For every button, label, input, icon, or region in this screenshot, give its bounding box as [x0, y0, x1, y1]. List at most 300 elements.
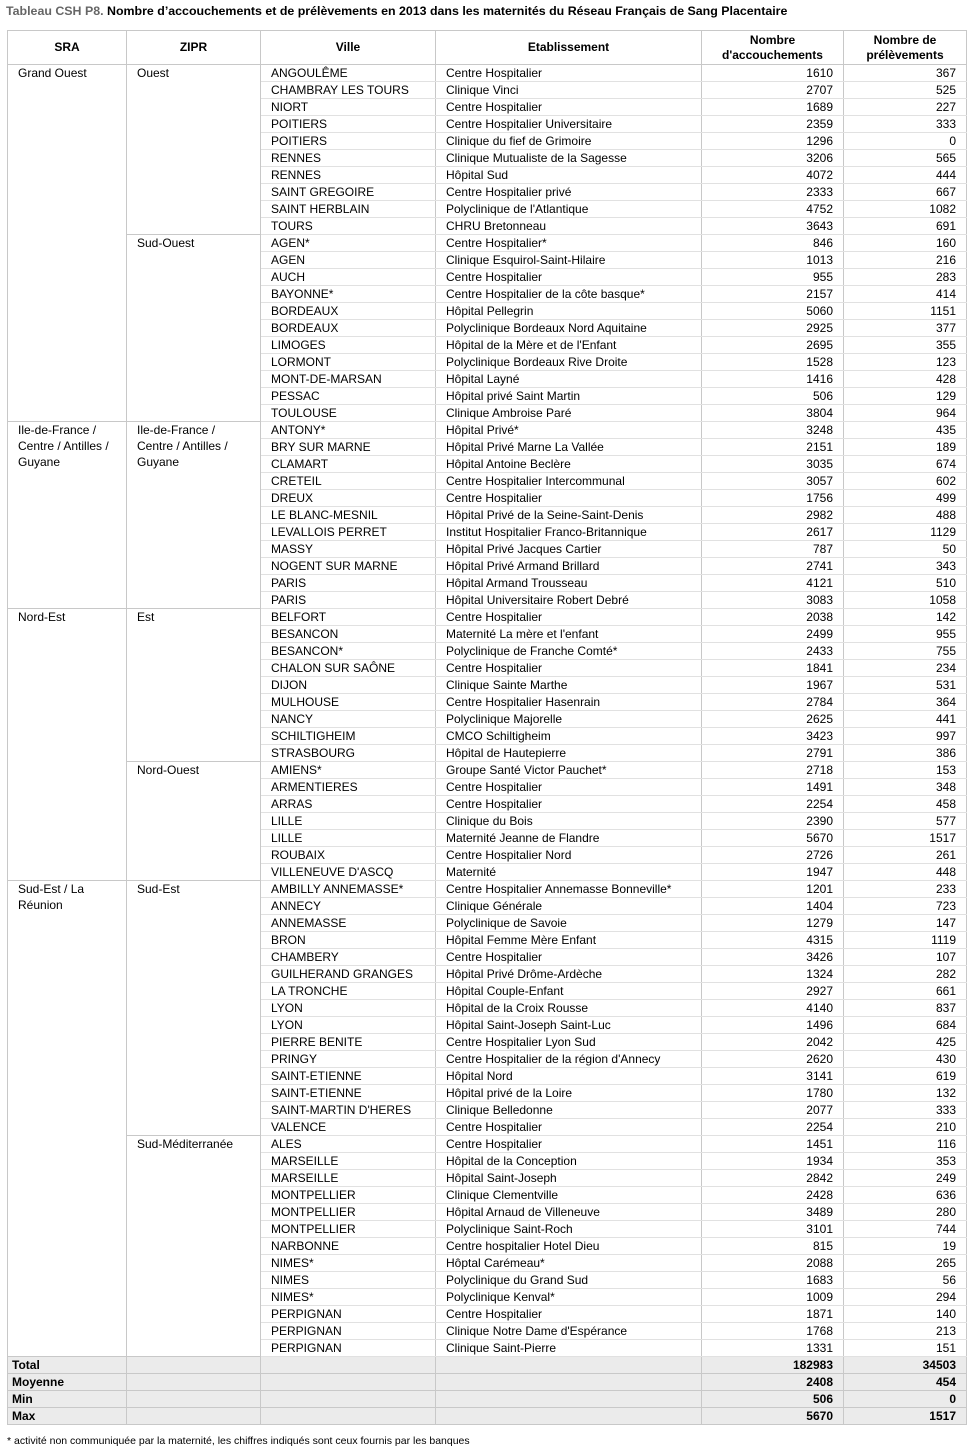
- etablissement-cell: Hôpital Antoine Beclère: [436, 456, 702, 473]
- accouchements-cell: 1967: [702, 677, 844, 694]
- etablissement-cell: Hôpital de la Croix Rousse: [436, 1000, 702, 1017]
- etablissement-cell: Polyclinique Bordeaux Nord Aquitaine: [436, 320, 702, 337]
- prelevements-cell: 444: [844, 167, 967, 184]
- etablissement-cell: Hôpital Privé Jacques Cartier: [436, 541, 702, 558]
- prelevements-cell: 386: [844, 745, 967, 762]
- etablissement-cell: Clinique Vinci: [436, 82, 702, 99]
- prelevements-cell: 955: [844, 626, 967, 643]
- etablissement-cell: Centre Hospitalier Nord: [436, 847, 702, 864]
- accouchements-cell: 3101: [702, 1221, 844, 1238]
- accouchements-cell: 2433: [702, 643, 844, 660]
- prelevements-cell: 333: [844, 1102, 967, 1119]
- etablissement-cell: Centre Hospitalier: [436, 65, 702, 82]
- summary-label: Total: [8, 1357, 127, 1374]
- accouchements-cell: 1296: [702, 133, 844, 150]
- prelevements-cell: 414: [844, 286, 967, 303]
- accouchements-cell: 2707: [702, 82, 844, 99]
- prelevements-cell: 488: [844, 507, 967, 524]
- ville-cell: ANNEMASSE: [261, 915, 436, 932]
- etablissement-cell: Polyclinique de l'Atlantique: [436, 201, 702, 218]
- ville-cell: PIERRE BENITE: [261, 1034, 436, 1051]
- accouchements-cell: 2390: [702, 813, 844, 830]
- ville-cell: LORMONT: [261, 354, 436, 371]
- prelevements-cell: 333: [844, 116, 967, 133]
- ville-cell: RENNES: [261, 167, 436, 184]
- summary-empty: [436, 1408, 702, 1425]
- summary-empty: [436, 1357, 702, 1374]
- accouchements-cell: 2925: [702, 320, 844, 337]
- etablissement-cell: Clinique Générale: [436, 898, 702, 915]
- ville-cell: SCHILTIGHEIM: [261, 728, 436, 745]
- prelevements-cell: 116: [844, 1136, 967, 1153]
- prelevements-cell: 1151: [844, 303, 967, 320]
- accouchements-cell: 1201: [702, 881, 844, 898]
- ville-cell: SAINT-ETIENNE: [261, 1085, 436, 1102]
- etablissement-cell: Hôpital Privé Armand Brillard: [436, 558, 702, 575]
- sra-cell: Grand Ouest: [8, 65, 127, 422]
- etablissement-cell: Clinique Saint-Pierre: [436, 1340, 702, 1357]
- prelevements-cell: 1517: [844, 830, 967, 847]
- ville-cell: MASSY: [261, 541, 436, 558]
- accouchements-cell: 3489: [702, 1204, 844, 1221]
- summary-accouchements: 506: [702, 1391, 844, 1408]
- ville-cell: PERPIGNAN: [261, 1306, 436, 1323]
- prelevements-cell: 755: [844, 643, 967, 660]
- ville-cell: CLAMART: [261, 456, 436, 473]
- etablissement-cell: Maternité La mère et l'enfant: [436, 626, 702, 643]
- ville-cell: MONTPELLIER: [261, 1187, 436, 1204]
- prelevements-cell: 367: [844, 65, 967, 82]
- sra-cell: Ile-de-France / Centre / Antilles / Guyane: [8, 422, 127, 609]
- prelevements-cell: 458: [844, 796, 967, 813]
- etablissement-cell: Clinique Belledonne: [436, 1102, 702, 1119]
- etablissement-cell: Centre Hospitalier Hasenrain: [436, 694, 702, 711]
- etablissement-cell: Centre Hospitalier: [436, 1306, 702, 1323]
- etablissement-cell: Centre Hospitalier: [436, 269, 702, 286]
- col-header-zipr: ZIPR: [127, 31, 261, 65]
- accouchements-cell: 1528: [702, 354, 844, 371]
- etablissement-cell: Centre Hospitalier Intercommunal: [436, 473, 702, 490]
- accouchements-cell: 3206: [702, 150, 844, 167]
- etablissement-cell: Clinique Sainte Marthe: [436, 677, 702, 694]
- ville-cell: BORDEAUX: [261, 303, 436, 320]
- summary-empty: [127, 1374, 261, 1391]
- ville-cell: CHAMBERY: [261, 949, 436, 966]
- ville-cell: PARIS: [261, 575, 436, 592]
- prelevements-cell: 997: [844, 728, 967, 745]
- summary-empty: [436, 1374, 702, 1391]
- accouchements-cell: 2151: [702, 439, 844, 456]
- accouchements-cell: 1279: [702, 915, 844, 932]
- accouchements-cell: 1009: [702, 1289, 844, 1306]
- ville-cell: MARSEILLE: [261, 1170, 436, 1187]
- prelevements-cell: 216: [844, 252, 967, 269]
- accouchements-cell: 3083: [702, 592, 844, 609]
- prelevements-cell: 265: [844, 1255, 967, 1272]
- ville-cell: POITIERS: [261, 133, 436, 150]
- table-row: [8, 881, 967, 898]
- ville-cell: ANGOULÊME: [261, 65, 436, 82]
- etablissement-cell: Hôpital Privé Drôme-Ardèche: [436, 966, 702, 983]
- col-header-sra: SRA: [8, 31, 127, 65]
- accouchements-cell: 2617: [702, 524, 844, 541]
- etablissement-cell: Hôpital Femme Mère Enfant: [436, 932, 702, 949]
- etablissement-cell: Hôpital privé Saint Martin: [436, 388, 702, 405]
- etablissement-cell: Hôpital Nord: [436, 1068, 702, 1085]
- prelevements-cell: 280: [844, 1204, 967, 1221]
- prelevements-cell: 430: [844, 1051, 967, 1068]
- accouchements-cell: 506: [702, 388, 844, 405]
- prelevements-cell: 283: [844, 269, 967, 286]
- prelevements-cell: 142: [844, 609, 967, 626]
- prelevements-cell: 1082: [844, 201, 967, 218]
- ville-cell: BRY SUR MARNE: [261, 439, 436, 456]
- accouchements-cell: 3423: [702, 728, 844, 745]
- prelevements-cell: 723: [844, 898, 967, 915]
- ville-cell: BORDEAUX: [261, 320, 436, 337]
- etablissement-cell: Hôpital Arnaud de Villeneuve: [436, 1204, 702, 1221]
- col-header-ville: Ville: [261, 31, 436, 65]
- etablissement-cell: Clinique Ambroise Paré: [436, 405, 702, 422]
- col-header-prelevements: Nombre de prélèvements: [844, 31, 967, 65]
- ville-cell: NARBONNE: [261, 1238, 436, 1255]
- ville-cell: BELFORT: [261, 609, 436, 626]
- ville-cell: BESANCON: [261, 626, 436, 643]
- prelevements-cell: 837: [844, 1000, 967, 1017]
- prelevements-cell: 1119: [844, 932, 967, 949]
- accouchements-cell: 815: [702, 1238, 844, 1255]
- accouchements-cell: 3643: [702, 218, 844, 235]
- ville-cell: ARRAS: [261, 796, 436, 813]
- accouchements-cell: 4315: [702, 932, 844, 949]
- summary-accouchements: 5670: [702, 1408, 844, 1425]
- prelevements-cell: 234: [844, 660, 967, 677]
- table-row: [8, 1136, 967, 1153]
- etablissement-cell: Maternité Jeanne de Flandre: [436, 830, 702, 847]
- prelevements-cell: 428: [844, 371, 967, 388]
- prelevements-cell: 531: [844, 677, 967, 694]
- accouchements-cell: 2038: [702, 609, 844, 626]
- prelevements-cell: 233: [844, 881, 967, 898]
- zipr-cell: Sud-Est: [127, 881, 261, 1136]
- summary-row: [8, 1408, 967, 1425]
- etablissement-cell: Centre hospitalier Hotel Dieu: [436, 1238, 702, 1255]
- accouchements-cell: 2625: [702, 711, 844, 728]
- ville-cell: TOULOUSE: [261, 405, 436, 422]
- etablissement-cell: Institut Hospitalier Franco-Britannique: [436, 524, 702, 541]
- table-row: [8, 422, 967, 439]
- etablissement-cell: Centre Hospitalier Universitaire: [436, 116, 702, 133]
- zipr-cell: Sud-Méditerranée: [127, 1136, 261, 1357]
- accouchements-cell: 1496: [702, 1017, 844, 1034]
- ville-cell: LILLE: [261, 813, 436, 830]
- etablissement-cell: Polyclinique Saint-Roch: [436, 1221, 702, 1238]
- ville-cell: LE BLANC-MESNIL: [261, 507, 436, 524]
- etablissement-cell: Hôpital Saint-Joseph: [436, 1170, 702, 1187]
- etablissement-cell: Centre Hospitalier: [436, 949, 702, 966]
- etablissement-cell: Hôpital Saint-Joseph Saint-Luc: [436, 1017, 702, 1034]
- prelevements-cell: 261: [844, 847, 967, 864]
- accouchements-cell: 4140: [702, 1000, 844, 1017]
- accouchements-cell: 3035: [702, 456, 844, 473]
- summary-label: Moyenne: [8, 1374, 127, 1391]
- prelevements-cell: 343: [844, 558, 967, 575]
- prelevements-cell: 510: [844, 575, 967, 592]
- prelevements-cell: 129: [844, 388, 967, 405]
- prelevements-cell: 213: [844, 1323, 967, 1340]
- summary-accouchements: 182983: [702, 1357, 844, 1374]
- ville-cell: LYON: [261, 1000, 436, 1017]
- prelevements-cell: 0: [844, 133, 967, 150]
- summary-prelevements: 34503: [844, 1357, 967, 1374]
- ville-cell: SAINT-ETIENNE: [261, 1068, 436, 1085]
- summary-label: Min: [8, 1391, 127, 1408]
- ville-cell: SAINT-MARTIN D'HERES: [261, 1102, 436, 1119]
- etablissement-cell: Clinique du fief de Grimoire: [436, 133, 702, 150]
- prelevements-cell: 691: [844, 218, 967, 235]
- summary-prelevements: 1517: [844, 1408, 967, 1425]
- prelevements-cell: 151: [844, 1340, 967, 1357]
- ville-cell: VILLENEUVE D'ASCQ: [261, 864, 436, 881]
- ville-cell: DREUX: [261, 490, 436, 507]
- prelevements-cell: 636: [844, 1187, 967, 1204]
- etablissement-cell: Centre Hospitalier*: [436, 235, 702, 252]
- summary-row: [8, 1357, 967, 1374]
- zipr-cell: Ile-de-France / Centre / Antilles / Guyane: [127, 422, 261, 609]
- accouchements-cell: 5060: [702, 303, 844, 320]
- accouchements-cell: 1610: [702, 65, 844, 82]
- etablissement-cell: CHRU Bretonneau: [436, 218, 702, 235]
- prelevements-cell: 160: [844, 235, 967, 252]
- accouchements-cell: 1689: [702, 99, 844, 116]
- ville-cell: ROUBAIX: [261, 847, 436, 864]
- summary-empty: [127, 1408, 261, 1425]
- accouchements-cell: 2359: [702, 116, 844, 133]
- summary-row: [8, 1391, 967, 1408]
- ville-cell: LIMOGES: [261, 337, 436, 354]
- prelevements-cell: 355: [844, 337, 967, 354]
- prelevements-cell: 1129: [844, 524, 967, 541]
- summary-prelevements: 454: [844, 1374, 967, 1391]
- prelevements-cell: 140: [844, 1306, 967, 1323]
- ville-cell: BAYONNE*: [261, 286, 436, 303]
- col-header-etablissement: Etablissement: [436, 31, 702, 65]
- etablissement-cell: Centre Hospitalier: [436, 660, 702, 677]
- accouchements-cell: 955: [702, 269, 844, 286]
- accouchements-cell: 787: [702, 541, 844, 558]
- summary-empty: [436, 1391, 702, 1408]
- accouchements-cell: 1683: [702, 1272, 844, 1289]
- accouchements-cell: 3057: [702, 473, 844, 490]
- ville-cell: CRETEIL: [261, 473, 436, 490]
- accouchements-cell: 1841: [702, 660, 844, 677]
- prelevements-cell: 147: [844, 915, 967, 932]
- maternity-table: [7, 30, 967, 1425]
- accouchements-cell: 1768: [702, 1323, 844, 1340]
- ville-cell: PRINGY: [261, 1051, 436, 1068]
- accouchements-cell: 1416: [702, 371, 844, 388]
- etablissement-cell: Centre Hospitalier: [436, 796, 702, 813]
- accouchements-cell: 1947: [702, 864, 844, 881]
- prelevements-cell: 227: [844, 99, 967, 116]
- etablissement-cell: Centre Hospitalier privé: [436, 184, 702, 201]
- prelevements-cell: 353: [844, 1153, 967, 1170]
- etablissement-cell: Hôpital privé de la Loire: [436, 1085, 702, 1102]
- ville-cell: AGEN: [261, 252, 436, 269]
- summary-prelevements: 0: [844, 1391, 967, 1408]
- prelevements-cell: 525: [844, 82, 967, 99]
- accouchements-cell: 2784: [702, 694, 844, 711]
- etablissement-cell: Centre Hospitalier Annemasse Bonneville*: [436, 881, 702, 898]
- prelevements-cell: 377: [844, 320, 967, 337]
- prelevements-cell: 153: [844, 762, 967, 779]
- ville-cell: PERPIGNAN: [261, 1340, 436, 1357]
- zipr-cell: Sud-Ouest: [127, 235, 261, 422]
- accouchements-cell: 4072: [702, 167, 844, 184]
- etablissement-cell: Polyclinique de Savoie: [436, 915, 702, 932]
- zipr-cell: Nord-Ouest: [127, 762, 261, 881]
- table-row: [8, 762, 967, 779]
- ville-cell: AUCH: [261, 269, 436, 286]
- accouchements-cell: 1491: [702, 779, 844, 796]
- table-body: [8, 65, 967, 1425]
- prelevements-cell: 441: [844, 711, 967, 728]
- ville-cell: ANTONY*: [261, 422, 436, 439]
- prelevements-cell: 661: [844, 983, 967, 1000]
- prelevements-cell: 674: [844, 456, 967, 473]
- summary-empty: [261, 1408, 436, 1425]
- etablissement-cell: Clinique du Bois: [436, 813, 702, 830]
- ville-cell: LA TRONCHE: [261, 983, 436, 1000]
- ville-cell: LEVALLOIS PERRET: [261, 524, 436, 541]
- accouchements-cell: 1013: [702, 252, 844, 269]
- prelevements-cell: 189: [844, 439, 967, 456]
- footnote: * activité non communiquée par la maternité, les chiffres indiqués sont ceux fournis par les banques: [7, 1435, 470, 1447]
- etablissement-cell: Hôptal Carémeau*: [436, 1255, 702, 1272]
- prelevements-cell: 210: [844, 1119, 967, 1136]
- ville-cell: CHAMBRAY LES TOURS: [261, 82, 436, 99]
- etablissement-cell: Polyclinique Kenval*: [436, 1289, 702, 1306]
- etablissement-cell: Polyclinique du Grand Sud: [436, 1272, 702, 1289]
- ville-cell: NOGENT SUR MARNE: [261, 558, 436, 575]
- accouchements-cell: 2741: [702, 558, 844, 575]
- accouchements-cell: 1756: [702, 490, 844, 507]
- ville-cell: NIMES: [261, 1272, 436, 1289]
- accouchements-cell: 2428: [702, 1187, 844, 1204]
- etablissement-cell: Centre Hospitalier: [436, 609, 702, 626]
- ville-cell: SAINT GREGOIRE: [261, 184, 436, 201]
- prelevements-cell: 50: [844, 541, 967, 558]
- ville-cell: MULHOUSE: [261, 694, 436, 711]
- ville-cell: ALES: [261, 1136, 436, 1153]
- prelevements-cell: 123: [844, 354, 967, 371]
- accouchements-cell: 1331: [702, 1340, 844, 1357]
- accouchements-cell: 1451: [702, 1136, 844, 1153]
- etablissement-cell: Hôpital Armand Trousseau: [436, 575, 702, 592]
- accouchements-cell: 3141: [702, 1068, 844, 1085]
- prelevements-cell: 348: [844, 779, 967, 796]
- prelevements-cell: 425: [844, 1034, 967, 1051]
- etablissement-cell: CMCO Schiltigheim: [436, 728, 702, 745]
- ville-cell: SAINT HERBLAIN: [261, 201, 436, 218]
- accouchements-cell: 2157: [702, 286, 844, 303]
- prelevements-cell: 964: [844, 405, 967, 422]
- etablissement-cell: Hôpital Couple-Enfant: [436, 983, 702, 1000]
- etablissement-cell: Polyclinique de Franche Comté*: [436, 643, 702, 660]
- prelevements-cell: 448: [844, 864, 967, 881]
- accouchements-cell: 2791: [702, 745, 844, 762]
- etablissement-cell: Groupe Santé Victor Pauchet*: [436, 762, 702, 779]
- ville-cell: MONT-DE-MARSAN: [261, 371, 436, 388]
- etablissement-cell: Clinique Esquirol-Saint-Hilaire: [436, 252, 702, 269]
- ville-cell: MARSEILLE: [261, 1153, 436, 1170]
- table-row: [8, 235, 967, 252]
- ville-cell: DIJON: [261, 677, 436, 694]
- summary-accouchements: 2408: [702, 1374, 844, 1391]
- accouchements-cell: 2042: [702, 1034, 844, 1051]
- table-row: [8, 609, 967, 626]
- caption-text: Nombre d’accouchements et de prélèvements en 2013 dans les maternités du Réseau Français de Sang Placentaire: [107, 4, 788, 18]
- ville-cell: POITIERS: [261, 116, 436, 133]
- accouchements-cell: 4752: [702, 201, 844, 218]
- etablissement-cell: Hôpital Pellegrin: [436, 303, 702, 320]
- etablissement-cell: Centre Hospitalier: [436, 99, 702, 116]
- accouchements-cell: 2842: [702, 1170, 844, 1187]
- etablissement-cell: Hôpital Layné: [436, 371, 702, 388]
- etablissement-cell: Clinique Notre Dame d'Espérance: [436, 1323, 702, 1340]
- accouchements-cell: 2695: [702, 337, 844, 354]
- etablissement-cell: Centre Hospitalier: [436, 1136, 702, 1153]
- prelevements-cell: 19: [844, 1238, 967, 1255]
- ville-cell: ARMENTIERES: [261, 779, 436, 796]
- zipr-cell: Est: [127, 609, 261, 762]
- accouchements-cell: 3248: [702, 422, 844, 439]
- prelevements-cell: 602: [844, 473, 967, 490]
- prelevements-cell: 565: [844, 150, 967, 167]
- ville-cell: NIMES*: [261, 1289, 436, 1306]
- etablissement-cell: Clinique Clementville: [436, 1187, 702, 1204]
- prelevements-cell: 132: [844, 1085, 967, 1102]
- ville-cell: NIORT: [261, 99, 436, 116]
- prelevements-cell: 499: [844, 490, 967, 507]
- accouchements-cell: 4121: [702, 575, 844, 592]
- prelevements-cell: 667: [844, 184, 967, 201]
- summary-empty: [127, 1391, 261, 1408]
- etablissement-cell: Centre Hospitalier: [436, 779, 702, 796]
- accouchements-cell: 1324: [702, 966, 844, 983]
- prelevements-cell: 577: [844, 813, 967, 830]
- prelevements-cell: 282: [844, 966, 967, 983]
- prelevements-cell: 249: [844, 1170, 967, 1187]
- etablissement-cell: Hôpital de Hautepierre: [436, 745, 702, 762]
- summary-row: [8, 1374, 967, 1391]
- ville-cell: TOURS: [261, 218, 436, 235]
- accouchements-cell: 2254: [702, 796, 844, 813]
- etablissement-cell: Polyclinique Majorelle: [436, 711, 702, 728]
- accouchements-cell: 1871: [702, 1306, 844, 1323]
- ville-cell: ANNECY: [261, 898, 436, 915]
- etablissement-cell: Centre Hospitalier de la région d'Annecy: [436, 1051, 702, 1068]
- table-row: [8, 65, 967, 82]
- ville-cell: LYON: [261, 1017, 436, 1034]
- ville-cell: CHALON SUR SAÔNE: [261, 660, 436, 677]
- accouchements-cell: 2499: [702, 626, 844, 643]
- ville-cell: PERPIGNAN: [261, 1323, 436, 1340]
- accouchements-cell: 2718: [702, 762, 844, 779]
- prelevements-cell: 364: [844, 694, 967, 711]
- col-header-accouchements: Nombre d'accouchements: [702, 31, 844, 65]
- ville-cell: GUILHERAND GRANGES: [261, 966, 436, 983]
